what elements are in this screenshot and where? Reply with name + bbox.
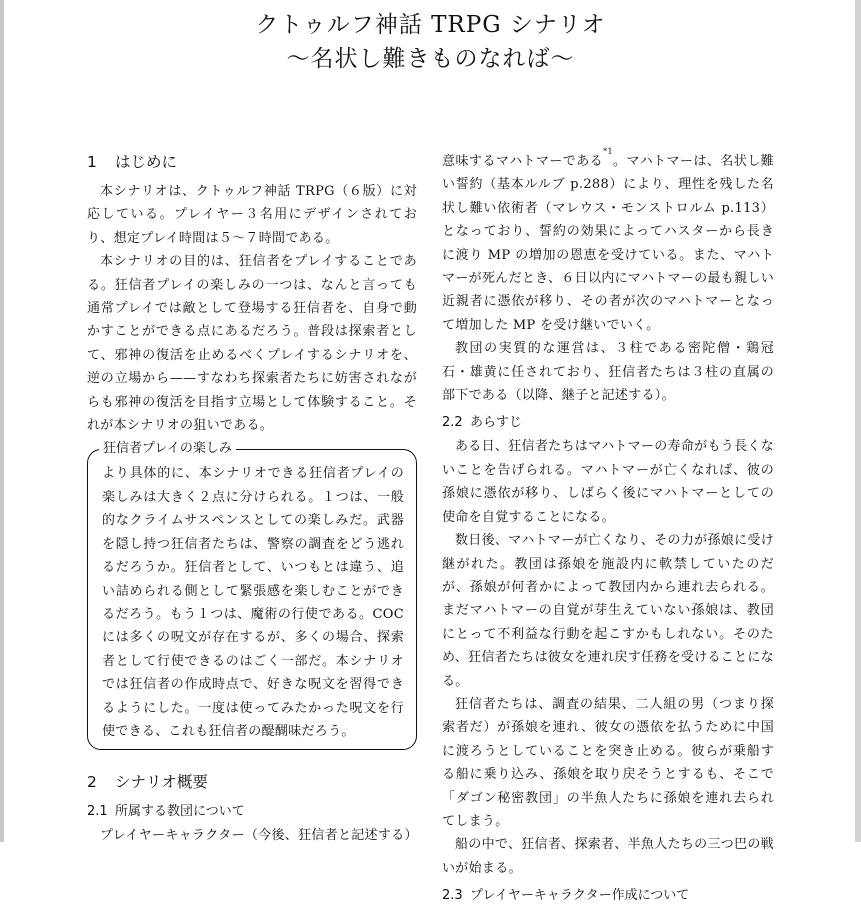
section-title: はじめに [115,153,178,171]
subsection-2-1-paragraph: プレイヤーキャラクター（今後、狂信者と記述する） [100,828,418,844]
section-number: 1 [87,153,97,171]
subsection-2-1-heading [87,800,417,824]
callout-box-text: より具体的に、本シナリオできる狂信者プレイの楽しみは大きく２点に分けられる。１つは、一般的なクライムサスペンスとしての楽しみだ。武器を隠し持つ狂信者たちは、警察の調査をどう逃れるだろうか。狂信者として、いつもとは違う、追い詰められる側として緊張感を楽しむことができるだろう。もう１つは、魔術の行使である。COC には多くの呪文が存在するが、多くの場合、探索者として行使できるのはごく一部だ。本シナリオでは狂信者の作成時点で、好きな呪文を習得できるようにした。一度は使ってみたかった呪文を行使できる、これも狂信者の醍醐味だろう。 [102,466,404,739]
callout-box-frame [87,449,417,750]
callout-box [87,441,417,750]
intro-paragraph-1: 本シナリオは、クトゥルフ神話 TRPG（６版）に対応している。プレイヤー３名用にデザインされており、想定プレイ時間は５〜７時間である。 [87,184,417,246]
document-subtitle: 〜名状し難きものなれば〜 [286,46,575,72]
section-title: シナリオ概要 [115,773,208,792]
callout-box-title: 狂信者プレイの楽しみ [99,439,236,459]
continued-text: 意味するマハトマーである [442,154,604,169]
section-1-heading [87,150,417,174]
left-column [87,150,417,848]
footnote-marker[interactable]: *1 [603,147,613,156]
continued-text-rest: 。マハトマーは、名状し難い誓約（基本ルルブ p.288）により、理性を残した名状し難い依術者（マレウス・モンストロルム p.113）となっており、誓約の効果によってハスターから長きに渡り MP の増加の恩恵を受けている。また、マハトマーが死んだとき、６日以内にマハトマーの最も親しい近親者に憑依が移り、その者が次のマハトマーとなって増加した MP を受け継いでいく。 [442,154,774,333]
continued-paragraph [442,147,774,337]
operation-paragraph: 教団の実質的な運営は、３柱である密陀僧・鶏冠石・雄黄に任されており、狂信者たちは３柱の直属の部下である（以降、継子と記述する）。 [442,341,774,404]
section-2-heading [87,770,417,794]
subsection-title: 所属する教団について [115,804,245,820]
subsection-title: プレイヤーキャラクター作成について [470,888,690,904]
synopsis-paragraph-3: 狂信者たちは、調査の結果、二人組の男（つまり探索者だ）が孫娘を連れ、彼女の憑依を払うために中国に渡ろうとしていることを突き止める。彼らが乗船する船に乗り込み、孫娘を取り戻そうとするも、そこで「ダゴン秘密教団」の半魚人たちに孫娘を連れ去られてしまう。 [442,696,774,829]
section-number: 2 [87,773,97,792]
document-title: クトゥルフ神話 TRPG シナリオ [255,12,606,38]
synopsis-paragraph-2: 数日後、マハトマーが亡くなり、その力が孫娘に受け継がれた。教団は孫娘を施設内に軟禁していたのだが、孫娘が何者かによって教団内から連れ去られる。まだマハトマーの自覚が芽生えていない孫娘は、教団にとって不利益な行動を起こすかもしれない。そのため、狂信者たちは彼女を連れ戻す任務を受けることになる。 [442,533,774,689]
subsection-number: 2.3 [442,888,463,904]
subsection-2-3-heading [442,884,774,908]
subsection-number: 2.2 [442,415,463,431]
subsection-number: 2.1 [87,804,108,820]
right-column [442,147,774,908]
subsection-2-2-heading [442,411,774,435]
intro-paragraph-2: 本シナリオの目的は、狂信者をプレイすることである。狂信者プレイの楽しみの一つは、なんと言っても通常プレイでは敵として登場する狂信者を、自身で動かすことができる点にあるだろう。普段は探索者として、邪神の復活を止めるべくプレイするシナリオを、逆の立場から——すなわち探索者たちに妨害されながらも邪神の復活を目指す立場として体験すること。それが本シナリオの狙いである。 [87,254,417,434]
page-edge-left [0,0,4,842]
subsection-title: あらすじ [470,415,523,431]
synopsis-paragraph-1: ある日、狂信者たちはマハトマーの寿命がもう長くないことを告げられる。マハトマーが亡くなれば、彼の孫娘に憑依が移り、しばらく後にマハトマーとしての使命を自覚することになる。 [442,439,774,525]
synopsis-paragraph-4: 船の中で、狂信者、探索者、半魚人たちの三つ巴の戦いが始まる。 [442,837,774,876]
page-edge-right [855,0,861,842]
